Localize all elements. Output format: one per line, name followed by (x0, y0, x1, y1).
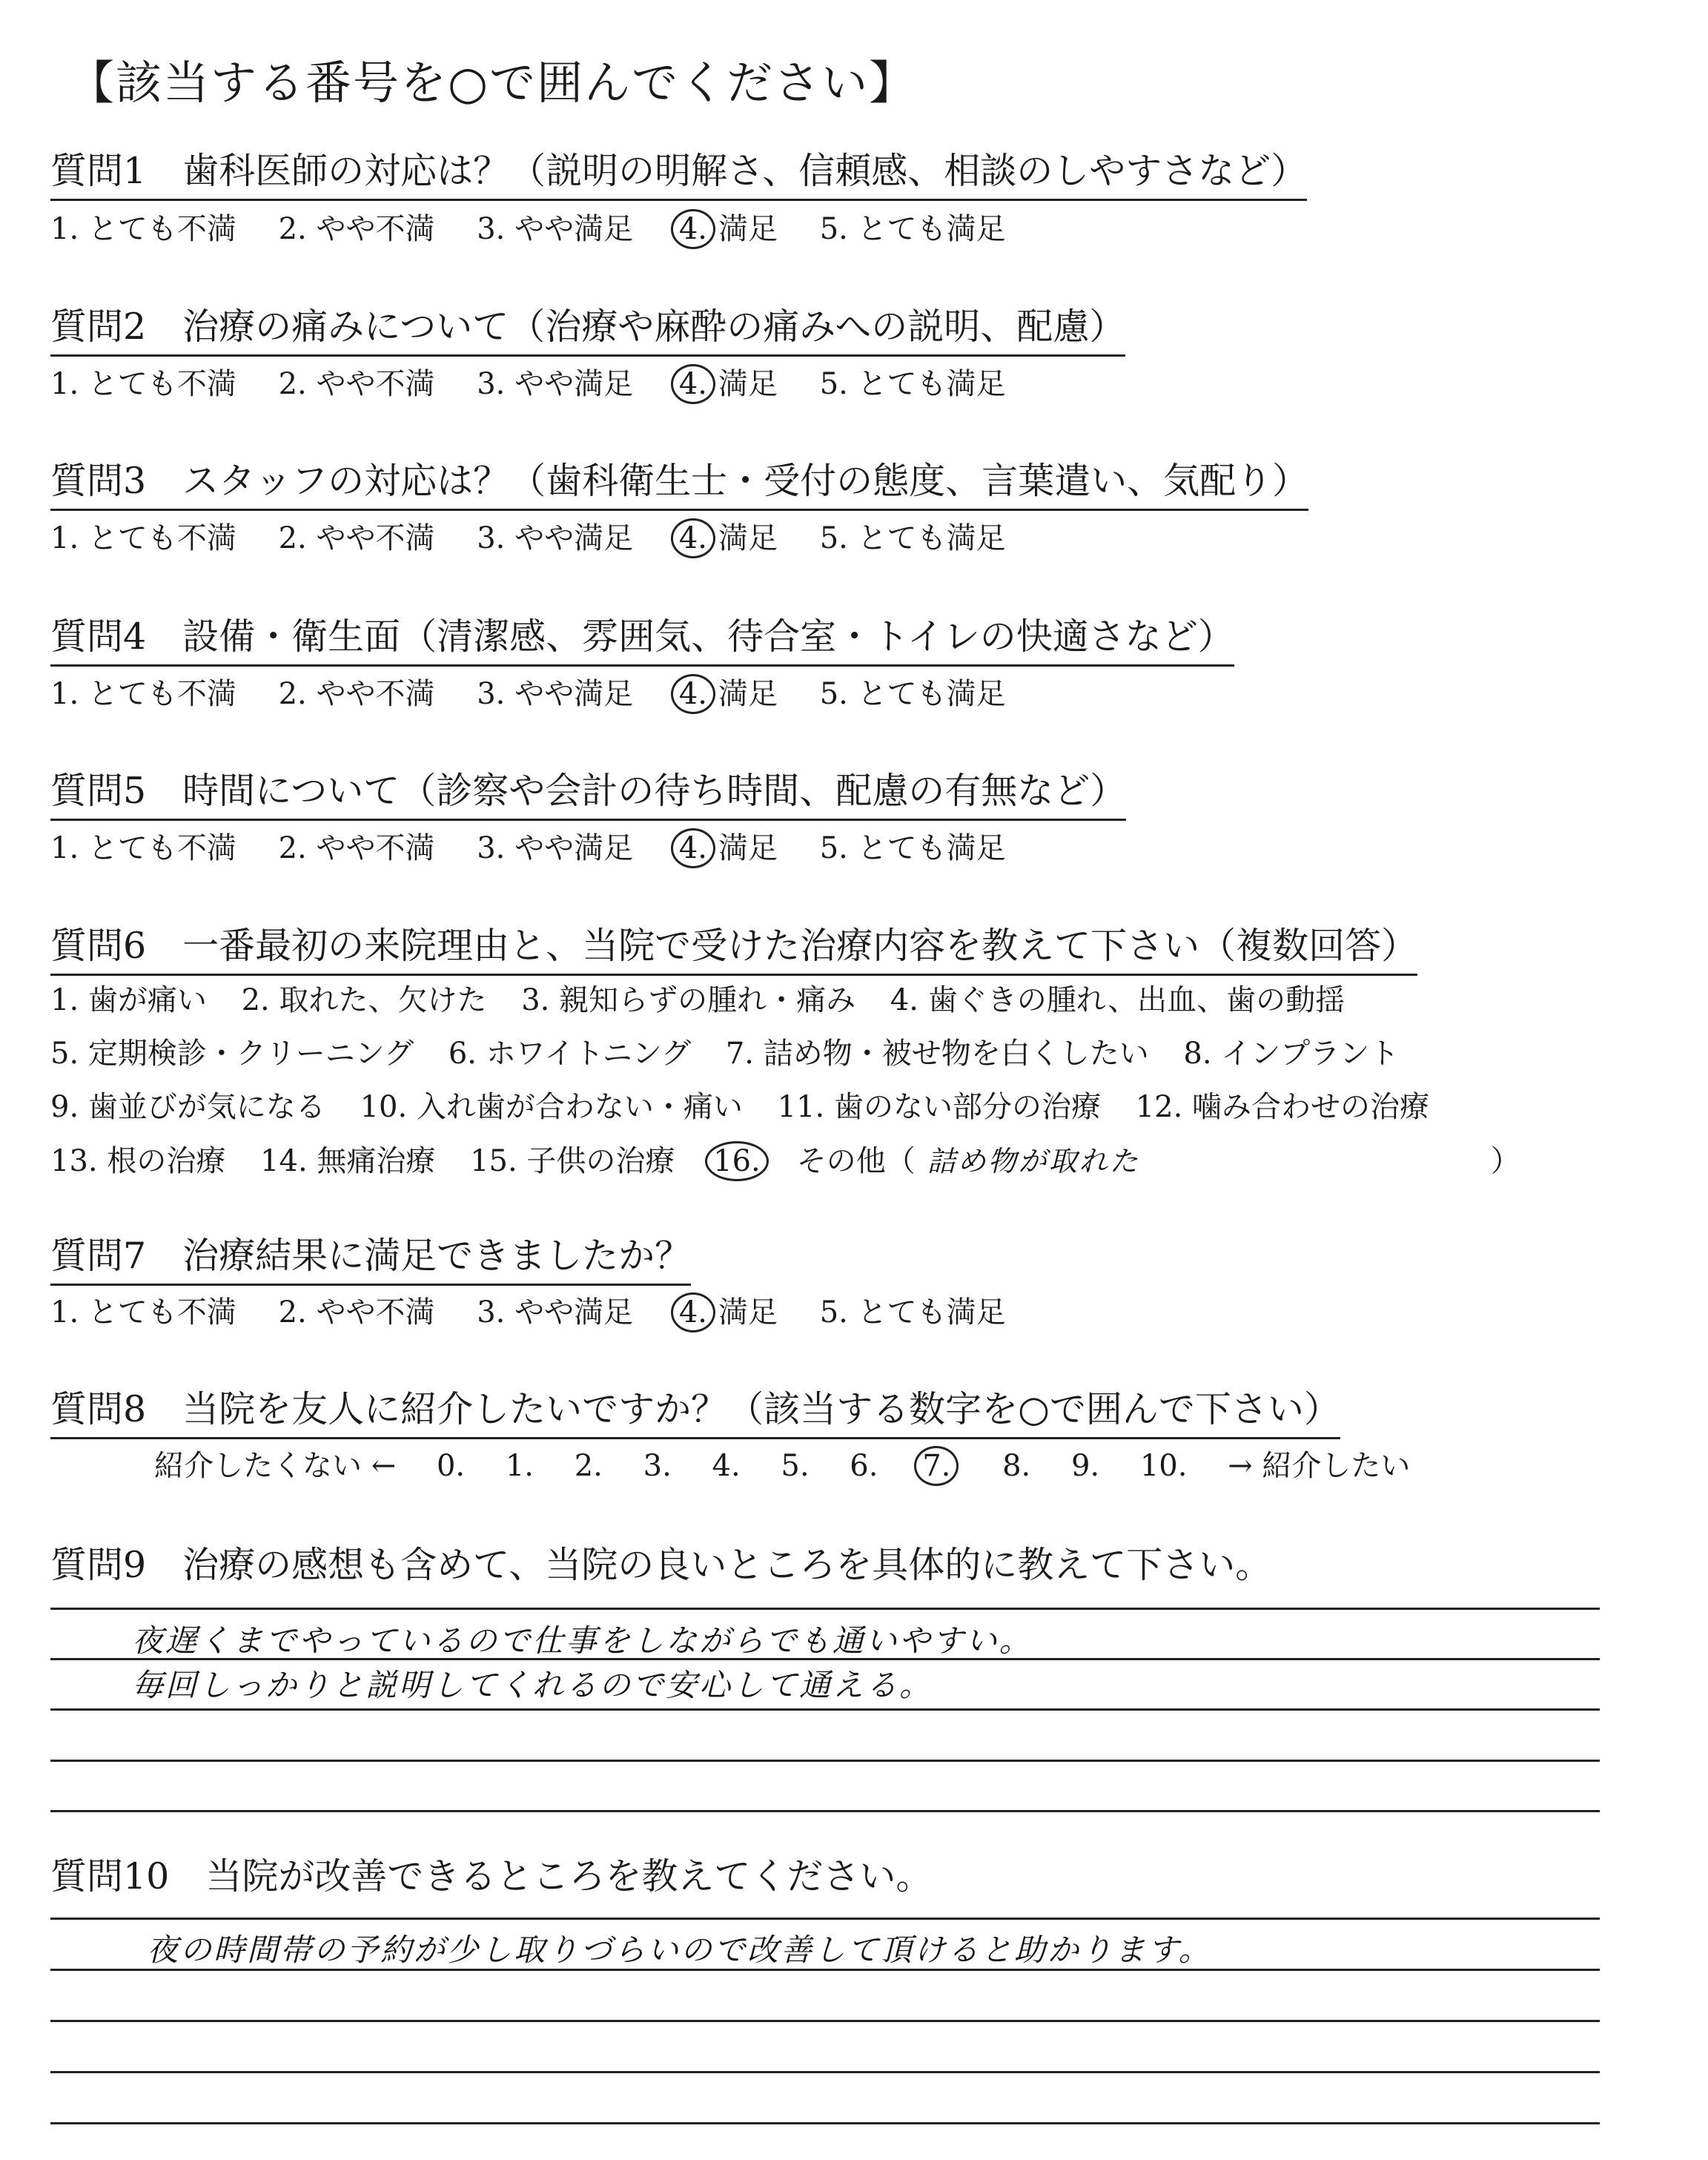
q10-answer-line-1[interactable]: 夜の時間帯の予約が少し取りづらいので改善して頂けると助かります。 (147, 1932, 1212, 1968)
answer-rule (50, 2071, 1600, 2073)
question-1-title: 質問1 歯科医師の対応は？（説明の明解さ、信頼感、相談のしやすさなど） (50, 148, 1307, 201)
q9-answer-line-2[interactable]: 毎回しっかりと説明してくれるので安心して通える。 (132, 1667, 933, 1703)
question-4-title: 質問4 設備・衛生面（清潔感、雰囲気、待合室・トイレの快適さなど） (50, 614, 1234, 667)
circled-number: 4. (671, 518, 715, 558)
option-4-selected[interactable]: 4. 満足 (675, 675, 778, 713)
q6-option-7[interactable]: 7. 詰め物・被せ物を白くしたい (725, 1037, 1149, 1071)
instruction-header: 【該当する番号を○で囲んでください】 (68, 56, 917, 110)
answer-rule (50, 1810, 1600, 1812)
q6-option-2[interactable]: 2. 取れた、欠けた (241, 983, 487, 1017)
option-4-selected[interactable]: 4. 満足 (675, 519, 778, 558)
q6-option-4[interactable]: 4. 歯ぐきの腫れ、出血、歯の動揺 (890, 983, 1345, 1017)
q6-option-14[interactable]: 14. 無痛治療 (260, 1144, 436, 1178)
option-1[interactable]: 1. とても不満 (50, 1295, 236, 1330)
answer-rule (50, 2020, 1600, 2022)
question-5-options (50, 829, 1039, 868)
answer-rule (50, 1969, 1600, 1971)
question-5-title: 質問5 時間について（診察や会計の待ち時間、配慮の有無など） (50, 768, 1126, 821)
option-1[interactable]: 1. とても不満 (50, 521, 236, 555)
option-2[interactable]: 2. やや不満 (278, 521, 435, 555)
score-6[interactable]: 6. (850, 1449, 878, 1483)
option-2[interactable]: 2. やや不満 (278, 367, 435, 401)
other-text-field[interactable]: 詰め物が取れた (927, 1145, 1140, 1178)
option-3[interactable]: 3. やや満足 (477, 367, 634, 401)
option-5[interactable]: 5. とても満足 (819, 677, 1006, 711)
q6-option-12[interactable]: 12. 噛み合わせの治療 (1135, 1090, 1430, 1124)
q6-option-6[interactable]: 6. ホワイトニング (448, 1037, 692, 1071)
question-8-scale (154, 1447, 1441, 1485)
score-8[interactable]: 8. (1002, 1449, 1031, 1483)
score-1[interactable]: 1. (505, 1449, 534, 1483)
question-2-title: 質問2 治療の痛みについて（治療や麻酔の痛みへの説明、配慮） (50, 304, 1125, 357)
answer-rule (50, 1658, 1600, 1660)
option-3[interactable]: 3. やや満足 (477, 212, 634, 246)
question-6-row-2 (50, 1034, 1424, 1073)
option-1[interactable]: 1. とても不満 (50, 212, 236, 246)
option-2[interactable]: 2. やや不満 (278, 212, 435, 246)
circled-number: 4. (671, 674, 715, 714)
score-5[interactable]: 5. (781, 1449, 810, 1483)
q6-option-8[interactable]: 8. インプラント (1183, 1037, 1400, 1071)
answer-rule (50, 2122, 1600, 2124)
option-3[interactable]: 3. やや満足 (477, 1295, 634, 1330)
other-close: ） (1490, 1144, 1520, 1178)
circled-number: 4. (671, 1292, 715, 1332)
question-7-title: 質問7 治療結果に満足できましたか？ (50, 1233, 691, 1286)
score-0[interactable]: 0. (436, 1449, 466, 1483)
option-5[interactable]: 5. とても満足 (819, 521, 1006, 555)
option-1[interactable]: 1. とても不満 (50, 831, 236, 865)
question-6-row-3 (50, 1088, 1454, 1126)
option-2[interactable]: 2. やや不満 (278, 831, 435, 865)
option-5[interactable]: 5. とても満足 (819, 367, 1006, 401)
score-3[interactable]: 3. (643, 1449, 672, 1483)
q6-option-16-selected[interactable] (709, 1142, 772, 1180)
option-5[interactable]: 5. とても満足 (819, 212, 1006, 246)
score-9[interactable]: 9. (1070, 1449, 1100, 1483)
answer-rule (50, 1918, 1600, 1920)
score-10[interactable]: 10. (1139, 1449, 1188, 1483)
option-2[interactable]: 2. やや不満 (278, 677, 435, 711)
score-4[interactable]: 4. (712, 1449, 741, 1483)
option-5[interactable]: 5. とても満足 (819, 1295, 1006, 1330)
option-4-selected[interactable]: 4. 満足 (675, 829, 778, 868)
answer-rule (50, 1708, 1600, 1711)
option-2[interactable]: 2. やや不満 (278, 1295, 435, 1330)
q6-option-13[interactable]: 13. 根の治療 (50, 1144, 226, 1178)
answer-rule (50, 1608, 1600, 1610)
option-5[interactable]: 5. とても満足 (819, 831, 1006, 865)
q6-option-1[interactable]: 1. 歯が痛い (50, 983, 207, 1017)
q6-option-15[interactable]: 15. 子供の治療 (470, 1144, 675, 1178)
circled-number: 4. (671, 364, 715, 404)
question-6-row-1 (50, 981, 1370, 1020)
option-3[interactable]: 3. やや満足 (477, 677, 634, 711)
score-7-selected[interactable] (918, 1447, 961, 1485)
question-10-title: 質問10 当院が改善できるところを教えてください。 (50, 1855, 933, 1898)
circled-number: 4. (671, 828, 715, 868)
q6-option-3[interactable]: 3. 親知らずの腫れ・痛み (521, 983, 856, 1017)
question-4-options (50, 675, 1039, 713)
option-3[interactable]: 3. やや満足 (477, 831, 634, 865)
other-label: その他（ (796, 1144, 916, 1178)
question-3-title: 質問3 スタッフの対応は？（歯科衛生士・受付の態度、言葉遣い、気配り） (50, 458, 1308, 511)
question-2-options (50, 365, 1039, 403)
score-2[interactable]: 2. (574, 1449, 603, 1483)
q9-answer-line-1[interactable]: 夜遅くまでやっているので仕事をしながらでも通いやすい。 (132, 1622, 1033, 1659)
answer-rule (50, 1760, 1600, 1762)
circled-number: 16. (705, 1141, 769, 1181)
circled-number: 4. (671, 209, 715, 249)
option-4-selected[interactable]: 4. 満足 (675, 210, 778, 248)
scale-right-label: → 紹介したい (1228, 1449, 1411, 1483)
question-3-options (50, 519, 1039, 558)
scale-left-label: 紹介したくない ← (154, 1449, 397, 1483)
circled-number: 7. (914, 1446, 959, 1486)
q6-option-5[interactable]: 5. 定期検診・クリーニング (50, 1037, 414, 1071)
q6-option-9[interactable]: 9. 歯並びが気になる (50, 1090, 325, 1124)
question-6-row-4 (50, 1142, 1520, 1180)
option-3[interactable]: 3. やや満足 (477, 521, 634, 555)
question-6-title: 質問6 一番最初の来院理由と、当院で受けた治療内容を教えて下さい（複数回答） (50, 923, 1417, 976)
option-1[interactable]: 1. とても不満 (50, 677, 236, 711)
question-8-title: 質問8 当院を友人に紹介したいですか？（該当する数字を○で囲んで下さい） (50, 1387, 1340, 1439)
q6-option-11[interactable]: 11. 歯のない部分の治療 (777, 1090, 1101, 1124)
option-4-selected[interactable]: 4. 満足 (675, 1293, 778, 1332)
option-1[interactable]: 1. とても不満 (50, 367, 236, 401)
question-9-title: 質問9 治療の感想も含めて、当院の良いところを具体的に教えて下さい。 (50, 1544, 1272, 1586)
option-4-selected[interactable]: 4. 満足 (675, 365, 778, 403)
question-1-options (50, 210, 1039, 248)
question-7-options (50, 1293, 1039, 1332)
q6-option-10[interactable]: 10. 入れ歯が合わない・痛い (360, 1090, 743, 1124)
